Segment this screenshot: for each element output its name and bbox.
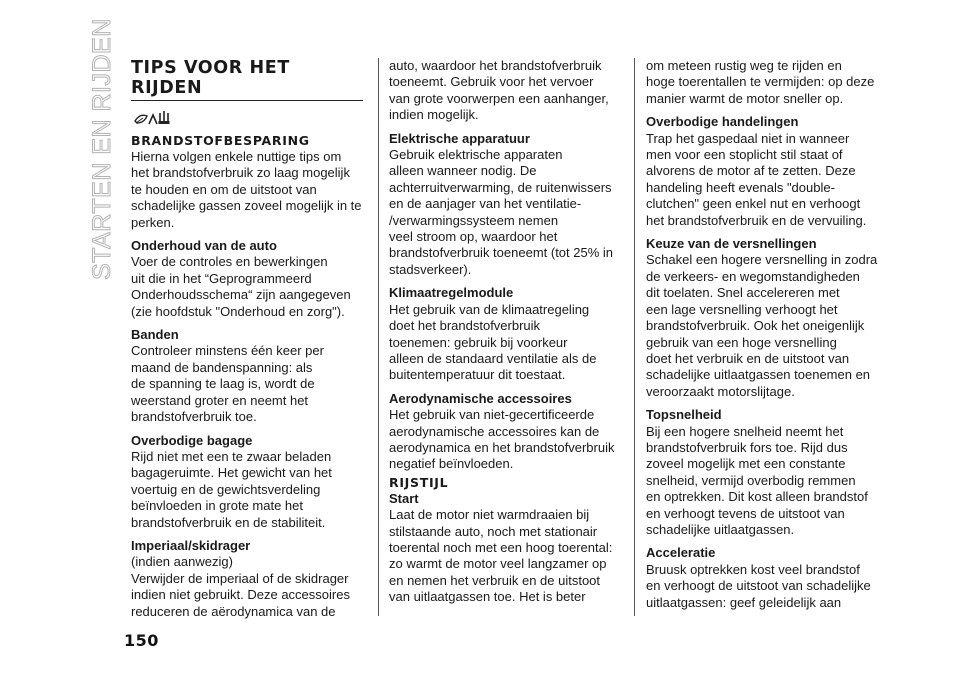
column-divider (378, 58, 379, 616)
chapter-title: STARTEN EN RIJDEN (88, 18, 116, 280)
subsection-heading: Onderhoud van de auto (131, 238, 277, 254)
paragraph: Laat de motor niet warmdraaien bij stilstaande auto, noch met stationair toerental noch met een hoog toerental: zo warmt de motor veel langzamer op en nemen het verbruik en de uitstoot van uitlaatgassen toe. Het is beter (389, 507, 613, 605)
subsection-heading: Overbodige bagage (131, 432, 253, 448)
column-1 (131, 58, 367, 620)
subsection-heading: Elektrische apparatuur (389, 130, 530, 146)
paragraph: auto, waardoor het brandstofverbruik toeneemt. Gebruik voor het vervoer van grote voorwerpen een aanhanger, indien mogelijk. (389, 58, 609, 123)
paragraph: Gebruik elektrische apparaten alleen wanneer nodig. De achterruitverwarming, de ruitenwissers en de aanjager van het ventilatie- /verwarmingssysteem nemen veel stroom op, waardoor het brandstofverbruik toeneemt (tot 25% in stadsverkeer). (389, 147, 614, 277)
paragraph: Het gebruik van de klimaatregeling doet het brandstofverbruik toenemen: gebruik bij voorkeur alleen de standaard ventilatie als de buitentemperatuur dit toestaat. (389, 301, 597, 383)
subsection-heading: Aerodynamische accessoires (389, 390, 572, 406)
subsection-heading: Acceleratie (646, 545, 716, 561)
subsection-heading: Imperiaal/skidrager (131, 537, 251, 553)
paragraph: Voer de controles en bewerkingen uit die in het “Geprogrammeerd Onderhoudsschema“ zijn aangegeven (zie hoofdstuk "Onderhoud en zorg"). (131, 254, 351, 319)
page-title: TIPS VOOR HET RIJDEN (131, 58, 363, 101)
paragraph: om meteen rustig weg te rijden en hoge toerentallen te vermijden: op deze manier warmt de motor sneller op. (646, 58, 875, 106)
page-number: 150 (124, 631, 159, 650)
subsection-heading: Overbodige handelingen (646, 114, 799, 130)
paragraph: Hierna volgen enkele nuttige tips om het brandstofverbruik zo laag mogelijk te houden en om de uitstoot van schadelijke gassen zoveel mogelijk in te perken. (131, 149, 362, 230)
subsection-heading: Start (389, 490, 419, 506)
section-heading: RIJSTIJL (389, 474, 449, 490)
eco-leaf-icon (133, 109, 173, 127)
column-3-content (646, 58, 881, 611)
subsection-heading: Keuze van de versnellingen (646, 236, 817, 252)
paragraph: Het gebruik van niet-gecertificeerde aerodynamische accessoires kan de aerodynamica en het brandstofverbruik negatief beïnvloeden. (389, 407, 615, 472)
column-divider (634, 58, 635, 616)
paragraph: Bij een hogere snelheid neemt het brandstofverbruik fors toe. Rijd dus zoveel mogelijk met een constante snelheid, vermijd overbodig remmen en optrekken. Dit kost alleen brandstof en verhoogt tevens de uitstoot van schadelijke uitlaatgassen. (646, 423, 868, 537)
paragraph: Bruusk optrekken kost veel brandstof en verhoogt de uitstoot van schadelijke uitlaatgassen: geef geleidelijk aan (646, 561, 871, 610)
paragraph: Trap het gaspedaal niet in wanneer men voor een stoplicht stil staat of alvorens de motor af te zetten. Deze handeling heeft evenals "double- clutchen" geen enkel nut en verhoogt het brandstofverbruik en de vervuiling. (646, 130, 867, 228)
subsection-heading: Topsnelheid (646, 407, 722, 423)
paragraph: Rijd niet met een te zwaar beladen bagageruimte. Het gewicht van het voertuig en de gewichtsverdeling beïnvloeden in grote mate het brandstofverbruik en de stabiliteit. (131, 448, 332, 530)
column-1-content (131, 133, 367, 620)
section-heading: BRANDSTOFBESPARING (131, 133, 310, 148)
paragraph: Schakel een hogere versnelling in zodra de verkeers- en wegomstandigheden dit toelaten. Snel accelereren met een lage versnelling verhoogt het brandstofverbruik. Ook het oneigenlijk gebruik van een hoge versnelling doet het verbruik en de uitstoot van schadelijke uitlaatgassen toenemen en veroorzaakt motorslijtage. (646, 252, 878, 399)
paragraph: Controleer minstens één keer per maand de bandenspanning: als de spanning te laag is, wordt de weerstand groter en neemt het brandstofverbruik toe. (131, 343, 324, 425)
subsection-heading: Banden (131, 327, 179, 343)
chapter-side-tab (86, 18, 116, 280)
subsection-heading: Klimaatregelmodule (389, 285, 514, 301)
column-3 (646, 58, 881, 611)
paragraph: Verwijder de imperiaal of de skidrager indien niet gebruikt. Deze accessoires reduceren de aërodynamica van de (131, 570, 350, 619)
column-2 (389, 58, 624, 606)
paragraph: (indien aanwezig) (131, 554, 233, 570)
column-2-content (389, 58, 624, 606)
